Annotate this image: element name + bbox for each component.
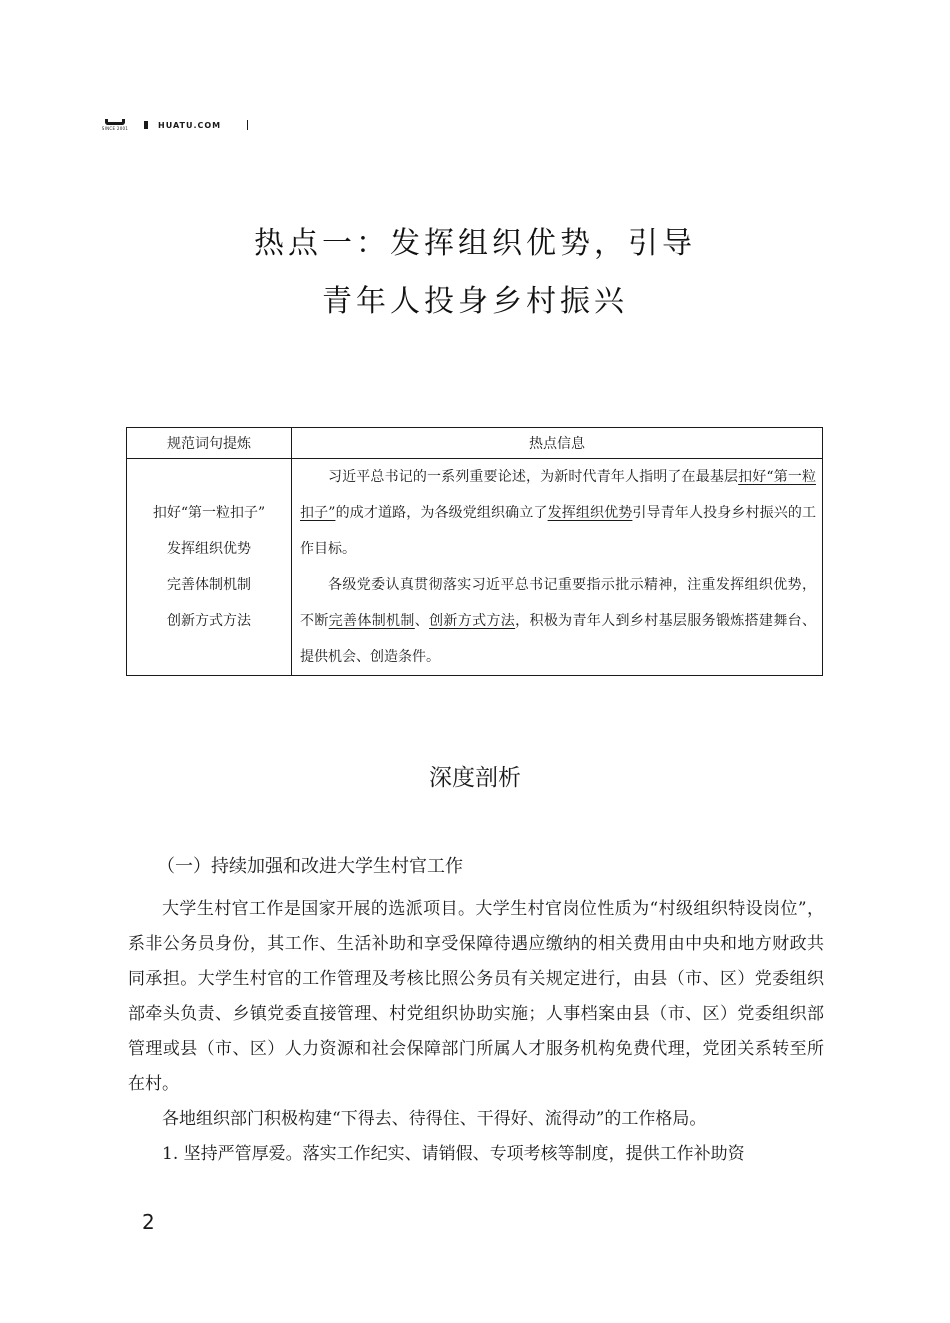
term-item: 完善体制机制: [167, 577, 251, 593]
page-title-line-2: 青年人投身乡村振兴: [322, 284, 628, 319]
site-marker-icon: [144, 121, 148, 129]
page-title-line-1: 热点一：发挥组织优势，引导: [254, 226, 696, 261]
hotspot-table: [126, 427, 823, 676]
body-text: [128, 892, 824, 1172]
info-paragraph-2: [300, 567, 816, 675]
table-row: [127, 459, 823, 676]
info-text: 各级党委认真贯彻落实习近平总书记重要指示批示精神，注重发挥组织优势，不断: [300, 577, 816, 629]
huatu-logo: [100, 119, 130, 131]
table-header-info: 热点信息: [292, 428, 823, 459]
key-phrase: 完善体制机制: [328, 613, 415, 629]
info-text: 引导青年人投身乡村振兴的工作目标。: [300, 505, 817, 557]
info-text: 的成才道路，为各级党组织确立了: [335, 505, 548, 521]
body-paragraph: 大学生村官工作是国家开展的选派项目。大学生村官岗位性质为“村级组织特设岗位”，系非公务员身份，其工作、生活补助和享受保障待遇应缴纳的相关费用由中央和地方财政共同承担。大学生村官的工作管理及考核比照公务员有关规定进行，由县（市、区）党委组织部牵头负责、乡镇党委直接管理、村党组织协助实施；人事档案由县（市、区）党委组织部管理或县（市、区）人力资源和社会保障部门所属人才服务机构免费代理，党团关系转至所在村。: [128, 899, 824, 1094]
table-header-row: [127, 428, 823, 459]
key-phrase: 扣好“第一粒扣子”: [300, 469, 816, 521]
logo-mark-icon: [105, 119, 125, 125]
info-cell: [292, 459, 823, 676]
page-header: [100, 117, 248, 133]
logo-since-text: SINCE 2001: [101, 126, 129, 131]
term-item: 发挥组织优势: [167, 541, 251, 557]
header-divider: [247, 120, 248, 130]
info-text: 、: [414, 613, 430, 629]
term-item: 扣好“第一粒扣子”: [152, 505, 266, 521]
key-phrase: 发挥组织优势: [547, 505, 633, 521]
body-paragraph: 各地组织部门积极构建“下得去、待得住、干得好、流得动”的工作格局。: [162, 1109, 707, 1129]
sub-heading: （一）持续加强和改进大学生村官工作: [157, 856, 463, 877]
page-number: 2: [142, 1210, 155, 1234]
info-text: ，积极为青年人到乡村基层服务锻炼搭建舞台、提供机会、创造条件。: [300, 613, 817, 665]
info-paragraph-1: [300, 459, 816, 567]
term-item: 创新方式方法: [167, 613, 251, 629]
key-phrase: 创新方式方法: [429, 613, 516, 629]
site-name: HUATU.COM: [158, 120, 222, 130]
info-text: 习近平总书记的一系列重要论述，为新时代青年人指明了在最基层: [328, 469, 739, 485]
section-heading: 深度剖析: [429, 765, 521, 791]
table-header-terms: 规范词句提炼: [127, 428, 292, 459]
terms-cell: [127, 459, 292, 676]
body-paragraph: 1. 坚持严管厚爱。落实工作纪实、请销假、专项考核等制度，提供工作补助资: [162, 1144, 745, 1164]
